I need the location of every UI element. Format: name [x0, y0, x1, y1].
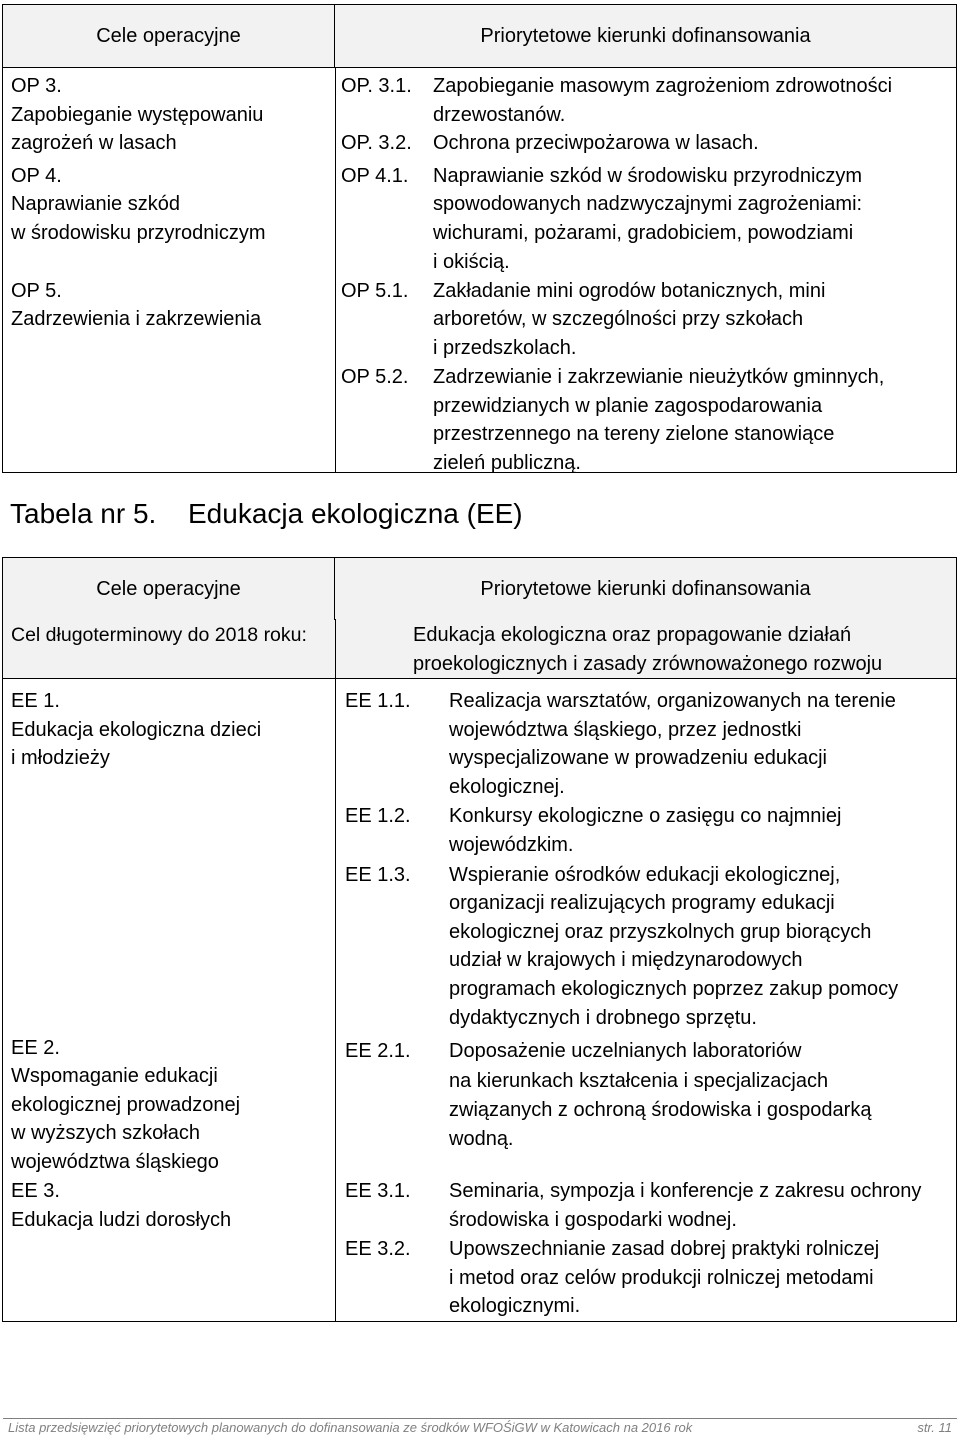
header-operational-goals: Cele operacyjne	[3, 5, 335, 67]
table-header	[3, 558, 956, 621]
long-term-goal-line-1: Edukacja ekologiczna oraz propagowanie działań	[413, 624, 852, 646]
header-priority-directions: Priorytetowe kierunki dofinansowania	[480, 24, 811, 47]
table-caption	[10, 498, 523, 530]
long-term-goal-row	[3, 620, 956, 679]
table-header	[3, 5, 956, 68]
footer-divider	[3, 1418, 957, 1419]
objectives-table-continued: Cele operacyjne Priorytetowe kierunki dofinansowania OP 3. Zapobieganie występowaniu zagrożeń w lasach OP 4. Naprawianie szkód w środowisku przyrodniczym OP 5. Zadrzewienia i zakrzewienia OP. 3.1. Zapobieganie masowym zagrożeniom zdrowotności drzewostanów. OP. 3.2. Ochrona przeciwpożarowa w lasach. OP 4.1. Naprawianie szkód w środowisku przyrodniczym spowodowanych nadzwyczajnymi zagrożeniami: wichurami, pożarami, gradobiciem, powodziami i okiścią. OP 5.1. Zakładanie mini ogrodów botanicznych, mini arboretów, w szczególności przy szkołach i przedszkolach. OP 5.2. Zadrzewianie i zakrzewianie nieużytków gminnych, przewidzianych w planie zagospodarowania przestrzennego na tereny zielone stanowiące zieleń publiczną.	[2, 4, 957, 473]
header-operational-goals: Cele operacyjne	[3, 558, 335, 620]
table-title: Edukacja ekologiczna (EE)	[188, 498, 523, 529]
page-number: str. 11	[917, 1420, 952, 1435]
ecological-education-table: Cele operacyjne Priorytetowe kierunki dofinansowania Cel długoterminowy do 2018 roku: Edukacja ekologiczna oraz propagowanie działań proekologicznych i zasady zrównoważonego rozwoju EE 1. Edukacja ekologiczna dzieci i młodzieży EE 2. Wspomaganie edukacji ekologicznej prowadzonej w wyższych szkołach województwa śląskiego EE 3. Edukacja ludzi dorosłych EE 1.1. Realizacja warsztatów, organizowanych na terenie województwa śląskiego, przez jednostki wyspecjalizowane w prowadzeniu edukacji ekologicznej. EE 1.2. Konkursy ekologiczne o zasięgu co najmniej wojewódzkim. EE 1.3. Wspieranie ośrodków edukacji ekologicznej, organizacji realizujących programy edukacji ekologicznej oraz przyszkolnych grup biorących udział w krajowych i międzynarodowych programach ekologicznych poprzez zakup pomocy dydaktycznych i drobnego sprzętu. EE 2.1. Doposażenie uczelnianych laboratoriów na kierunkach kształcenia i specjalizacjach związanych z ochroną środowiska i gospodarką wodną. EE 3.1. Seminaria, sympozja i konferencje z zakresu ochrony środowiska i gospodarki wodnej. EE 3.2. Upowszechnianie zasad dobrej praktyki rolniczej i metod oraz celów produkcji rolniczej metodami ekologicznymi.	[2, 557, 957, 1322]
table-number: Tabela nr 5.	[10, 498, 157, 529]
header-priority-directions: Priorytetowe kierunki dofinansowania	[480, 577, 811, 600]
long-term-goal-line-2: proekologicznych i zasady zrównoważonego rozwoju	[413, 653, 883, 675]
footer-text: Lista przedsięwzięć priorytetowych planowanych do dofinansowania ze środków WFOŚiGW w Katowicach na 2016 rok	[8, 1420, 693, 1435]
long-term-goal-label: Cel długoterminowy do 2018 roku:	[11, 624, 307, 646]
